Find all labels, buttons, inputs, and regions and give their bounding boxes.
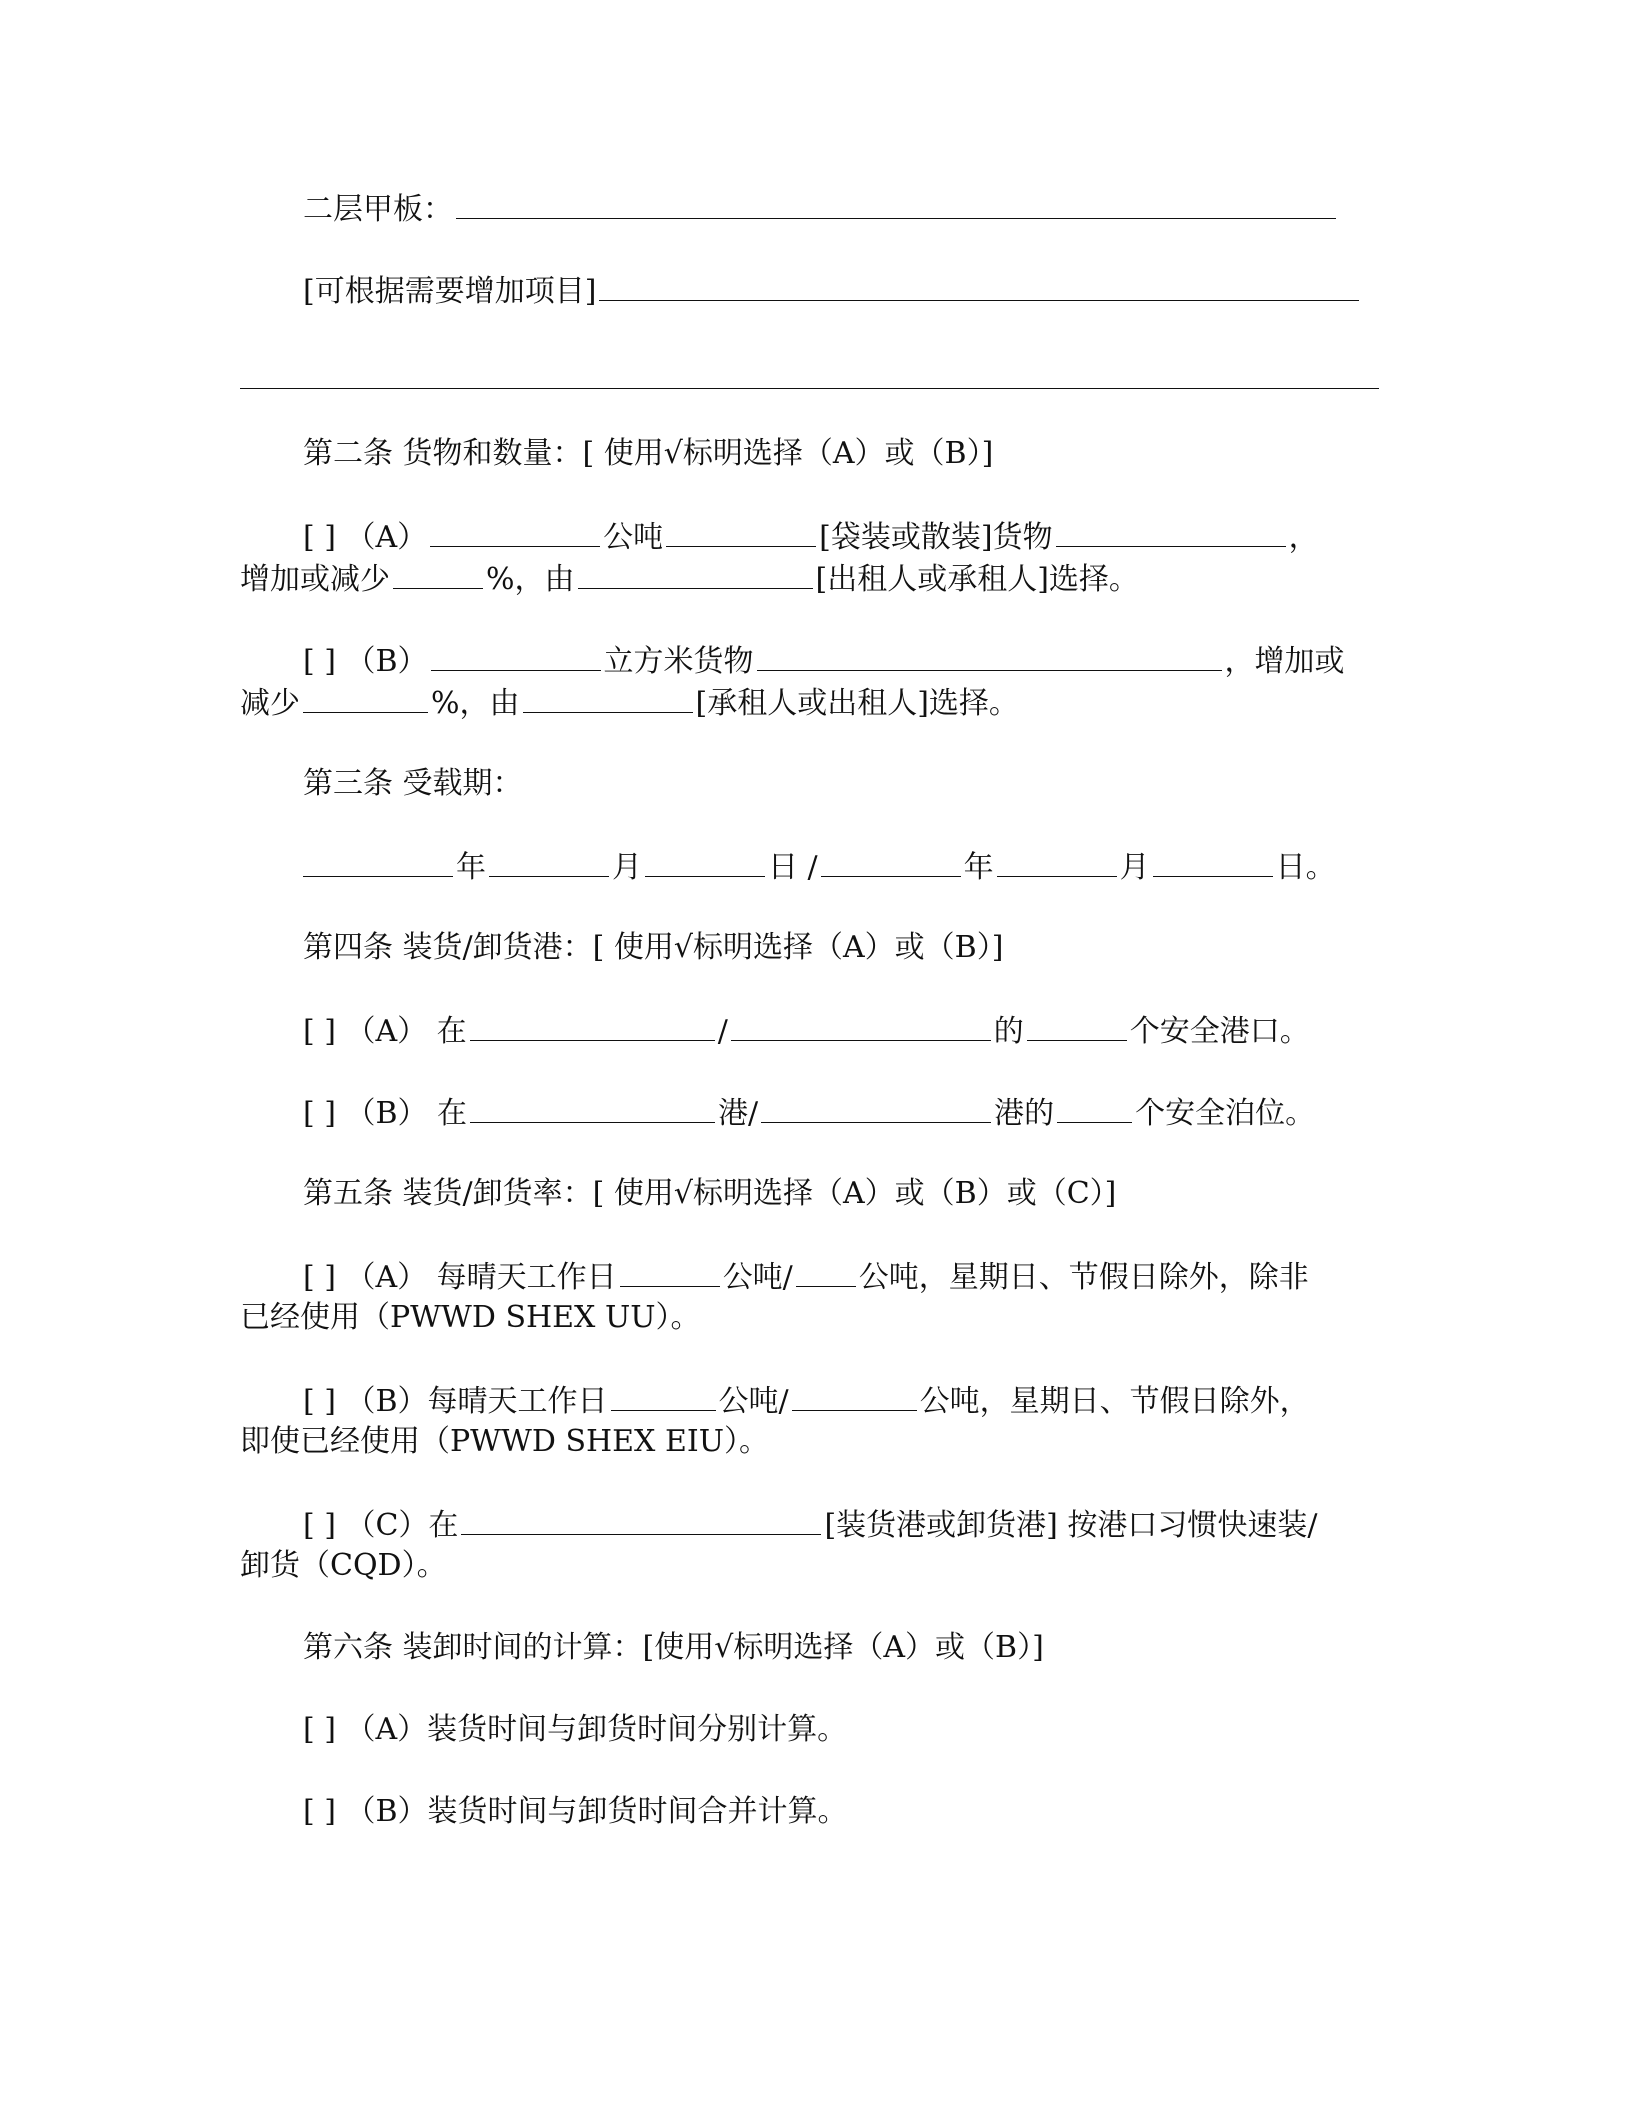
article-6-title: 第六条 装卸时间的计算：[使用√标明选择（A）或（B）] [303,1630,1044,1665]
second-deck-line [303,188,1339,228]
article-5-title: 第五条 装货/卸货率：[ 使用√标明选择（A）或（B）或（C）] [303,1176,1117,1211]
option-c-label: [ ] （C）在 [303,1508,459,1543]
text-fragment: 的 [993,1014,1024,1049]
blank-field[interactable] [792,1380,917,1411]
text-fragment: [装货港或卸货港] 按港口习惯快速装/ [824,1508,1318,1543]
text-fragment: 立方米货物 [603,644,754,679]
article-4-option-a [303,1010,1310,1050]
text-fragment: / [717,1014,728,1049]
additional-items-line [303,270,1362,310]
article-3-title: 第三条 受载期： [303,766,523,801]
text-fragment: 日 / [768,850,818,885]
blank-full-line[interactable] [240,388,1379,389]
article-2-option-a-cont [240,558,1139,598]
text-fragment: ，增加或 [1224,644,1345,679]
text-fragment: %，由 [486,562,575,597]
blank-field[interactable] [489,846,609,877]
blank-field[interactable] [796,1256,856,1287]
option-a-label: [ ] （A） 每晴天工作日 [303,1260,617,1295]
article-2-option-b-cont [240,682,1019,722]
blank-field[interactable] [470,1010,715,1041]
text-fragment: 公吨，星期日、节假日除外， [919,1384,1310,1419]
text-fragment: 个安全泊位。 [1135,1096,1316,1131]
text-fragment: 月 [1119,850,1150,885]
option-b-label: [ ] （B） 在 [303,1096,468,1131]
article-5-option-c [303,1504,1318,1544]
option-a-label: [ ] （A） 在 [303,1014,467,1049]
blank-field[interactable] [303,682,428,713]
article-2-option-b [303,640,1345,680]
article-5-option-b [303,1380,1310,1420]
article-2-option-a [303,516,1319,556]
text-fragment: 港的 [994,1096,1055,1131]
laycan-dates-line [303,846,1336,886]
article-4-title: 第四条 装货/卸货港：[ 使用√标明选择（A）或（B）] [303,930,1004,965]
article-2-title: 第二条 货物和数量：[ 使用√标明选择（A）或（B）] [303,436,994,471]
text-fragment: ， [1288,520,1319,555]
blank-field[interactable] [757,640,1222,671]
blank-field[interactable] [1056,516,1286,547]
blank-field[interactable] [1153,846,1273,877]
blank-field[interactable] [821,846,961,877]
text-fragment: [出租人或承租人]选择。 [815,562,1139,597]
blank-field[interactable] [470,1092,715,1123]
text-fragment: 公吨/ [722,1260,793,1295]
text-fragment: [承租人或出租人]选择。 [695,686,1019,721]
blank-field[interactable] [620,1256,720,1287]
second-deck-label: 二层甲板： [303,192,453,227]
blank-field[interactable] [599,270,1359,301]
text-fragment: 公吨 [603,520,664,555]
text-fragment: 年 [963,850,994,885]
blank-field[interactable] [611,1380,716,1411]
additional-items-label: [可根据需要增加项目] [303,274,597,309]
text-fragment: 减少 [240,686,300,721]
blank-field[interactable] [1057,1092,1132,1123]
blank-field[interactable] [761,1092,991,1123]
article-5-option-a-cont: 已经使用（PWWD SHEX UU）。 [240,1300,701,1335]
blank-field[interactable] [303,846,453,877]
article-4-option-b [303,1092,1315,1132]
blank-field[interactable] [578,558,813,589]
option-a-label: [ ] （A） [303,520,428,555]
text-fragment: 日。 [1275,850,1336,885]
text-fragment: %，由 [431,686,520,721]
text-fragment: 公吨/ [718,1384,789,1419]
blank-field[interactable] [431,640,601,671]
text-fragment: 港/ [718,1096,759,1131]
article-5-option-a [303,1256,1309,1296]
text-fragment: 公吨，星期日、节假日除外，除非 [858,1260,1309,1295]
text-fragment: 月 [612,850,642,885]
blank-field[interactable] [997,846,1117,877]
text-fragment: 个安全港口。 [1129,1014,1310,1049]
option-b-label: [ ] （B）每晴天工作日 [303,1384,608,1419]
blank-field[interactable] [731,1010,991,1041]
blank-field[interactable] [666,516,816,547]
text-fragment: [袋装或散装]货物 [819,520,1053,555]
article-6-option-b: [ ] （B）装货时间与卸货时间合并计算。 [303,1794,848,1829]
text-fragment: 年 [456,850,486,885]
blank-field[interactable] [456,188,1336,219]
blank-field[interactable] [393,558,483,589]
blank-field[interactable] [461,1504,821,1535]
text-fragment: 增加或减少 [240,562,390,597]
blank-field[interactable] [430,516,600,547]
blank-field[interactable] [523,682,693,713]
article-6-option-a: [ ] （A）装货时间与卸货时间分别计算。 [303,1712,848,1747]
article-5-option-b-cont: 即使已经使用（PWWD SHEX EIU）。 [240,1424,769,1459]
option-b-label: [ ] （B） [303,644,428,679]
blank-field[interactable] [1027,1010,1127,1041]
article-5-option-c-cont: 卸货（CQD）。 [240,1548,447,1583]
blank-field[interactable] [645,846,765,877]
